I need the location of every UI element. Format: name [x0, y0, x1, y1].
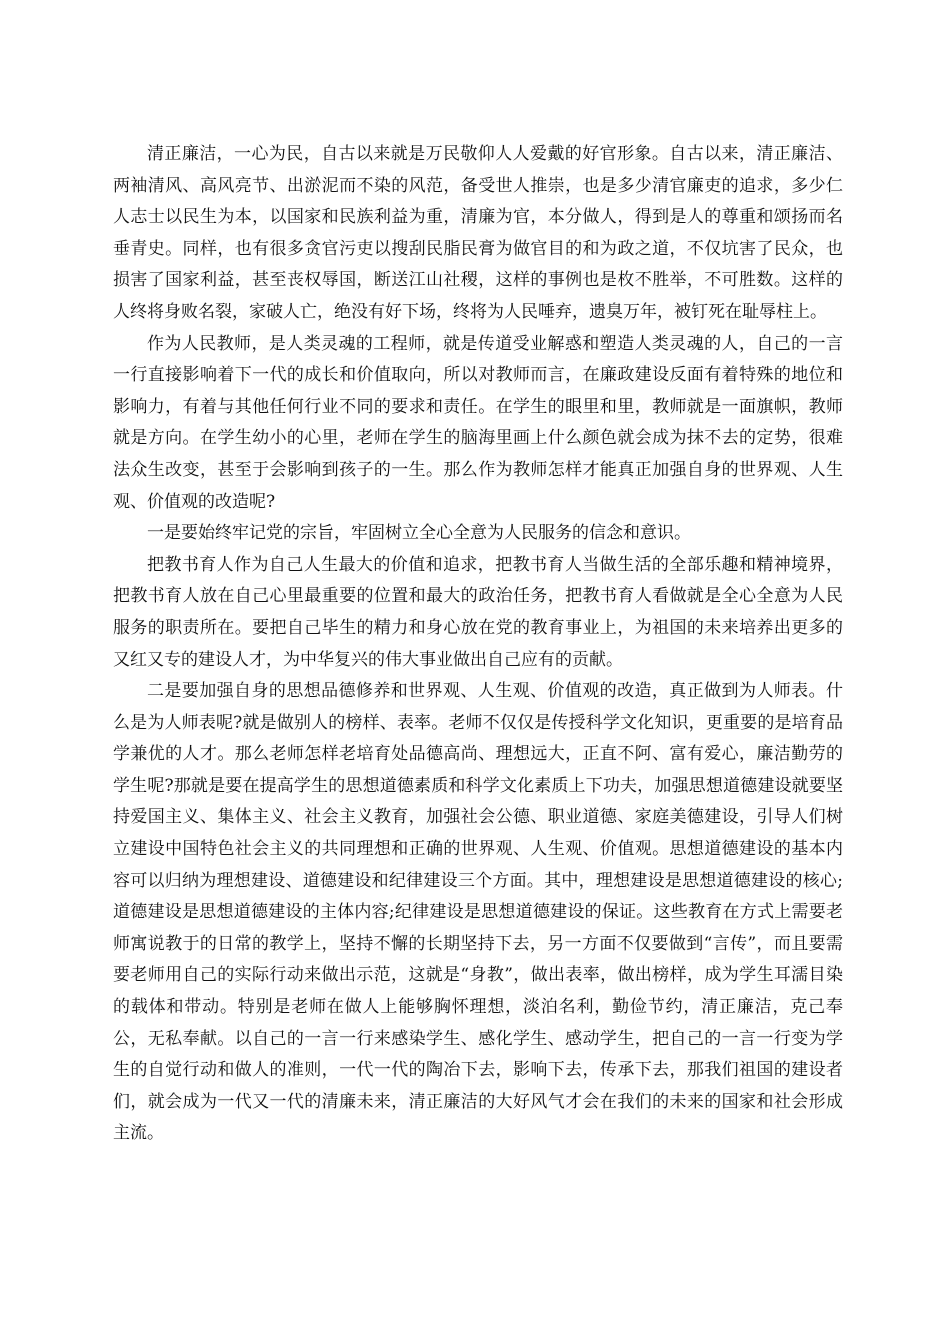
document-body	[113, 139, 843, 1150]
paragraph-4: 把教书育人作为自己人生最大的价值和追求，把教书育人当做生活的全部乐趣和精神境界，把教书育人放在自己心里最重要的位置和最大的政治任务，把教书育人看做就是全心全意为人民服务的职责所在。要把自己毕生的精力和身心放在党的教育事业上，为祖国的未来培养出更多的又红又专的建设人才，为中华复兴的伟大事业做出自己应有的贡献。	[113, 554, 843, 670]
paragraph-1: 清正廉洁，一心为民，自古以来就是万民敬仰人人爱戴的好官形象。自古以来，清正廉洁、两袖清风、高风亮节、出淤泥而不染的风范，备受世人推崇，也是多少清官廉吏的追求，多少仁人志士以民生为本，以国家和民族利益为重，清廉为官，本分做人，得到是人的尊重和颂扬而名垂青史。同样，也有很多贪官污吏以搜刮民脂民膏为做官目的和为政之道，不仅坑害了民众，也损害了国家利益，甚至丧权辱国，断送江山社稷，这样的事例也是枚不胜举，不可胜数。这样的人终将身败名裂，家破人亡，绝没有好下场，终将为人民唾弃，遗臭万年，被钉死在耻辱柱上。	[113, 144, 843, 322]
paragraph-3: 一是要始终牢记党的宗旨，牢固树立全心全意为人民服务的信念和意识。	[147, 523, 691, 544]
paragraph-2: 作为人民教师，是人类灵魂的工程师，就是传道受业解惑和塑造人类灵魂的人，自己的一言一行直接影响着下一代的成长和价值取向，所以对教师而言，在廉政建设反面有着特殊的地位和影响力，有着与其他任何行业不同的要求和责任。在学生的眼里和里，教师就是一面旗帜，教师就是方向。在学生幼小的心里，老师在学生的脑海里画上什么颜色就会成为抹不去的定势，很难法众生改变，甚至于会影响到孩子的一生。那么作为教师怎样才能真正加强自身的世界观、人生观、价值观的改造呢?	[113, 333, 843, 512]
paragraph-5: 二是要加强自身的思想品德修养和世界观、人生观、价值观的改造，真正做到为人师表。什么是为人师表呢?就是做别人的榜样、表率。老师不仅仅是传授科学文化知识，更重要的是培育品学兼优的人才。那么老师怎样老培育处品德高尚、理想远大，正直不阿、富有爱心，廉洁勤劳的学生呢?那就是要在提高学生的思想道德素质和科学文化素质上下功夫，加强思想道德建设就要坚持爱国主义、集体主义、社会主义教育，加强社会公德、职业道德、家庭美德建设，引导人们树立建设中国特色社会主义的共同理想和正确的世界观、人生观、价值观。思想道德建设的基本内容可以归纳为理想建设、道德建设和纪律建设三个方面。其中，理想建设是思想道德建设的核心;道德建设是思想道德建设的主体内容;纪律建设是思想道德建设的保证。这些教育在方式上需要老师寓说教于的日常的教学上，坚持不懈的长期坚持下去，另一方面不仅要做到“言传”，而且要需要老师用自己的实际行动来做出示范，这就是“身教”，做出表率，做出榜样，成为学生耳濡目染的载体和带动。特别是老师在做人上能够胸怀理想，淡泊名利，勤俭节约，清正廉洁，克己奉公，无私奉献。以自己的一言一行来感染学生、感化学生、感动学生，把自己的一言一行变为学生的自觉行动和做人的准则，一代一代的陶冶下去，影响下去，传承下去，那我们祖国的建设者们，就会成为一代又一代的清廉未来，清正廉洁的大好风气才会在我们的未来的国家和社会形成主流。	[113, 681, 843, 1144]
